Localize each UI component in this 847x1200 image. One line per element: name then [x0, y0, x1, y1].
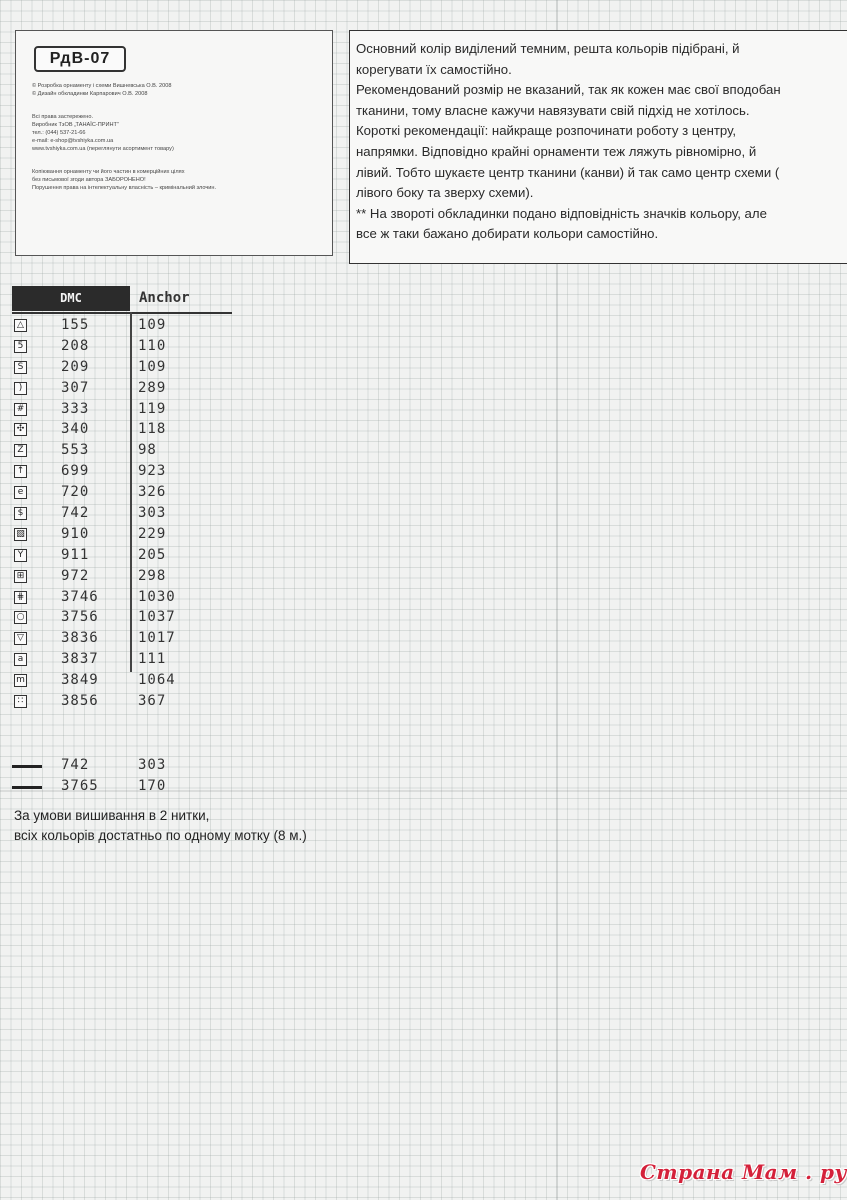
dmc-column-header: DMC — [12, 286, 130, 311]
dmc-number: 742 — [61, 505, 90, 522]
s-icon: S — [14, 361, 27, 374]
dmc-number: 307 — [61, 379, 90, 396]
anchor-number: 303 — [138, 505, 167, 522]
note-line: Основний колір виділений темним, решта кольорів підібрані, й — [356, 41, 740, 56]
dmc-number: 720 — [61, 484, 90, 501]
anchor-number: 109 — [138, 317, 167, 333]
grid-icon: ⋕ — [14, 591, 27, 604]
color-key-row — [12, 650, 232, 671]
backstitch-row — [12, 777, 232, 797]
dmc-number: 553 — [61, 442, 90, 459]
dmc-number: 3836 — [61, 630, 99, 647]
dmc-number: 340 — [61, 421, 90, 438]
dmc-number: 972 — [61, 567, 90, 584]
color-key-row — [12, 441, 232, 462]
heart-icon: ▽ — [14, 632, 27, 645]
color-key-row — [12, 671, 232, 692]
color-key-row — [12, 567, 232, 588]
dmc-number: 3756 — [61, 609, 99, 626]
color-key-row — [12, 462, 232, 483]
color-key-row — [12, 379, 232, 400]
backstitch-dmc: 3765 — [61, 778, 99, 794]
dmc-number: 3849 — [61, 672, 99, 689]
note-line: ** На звороті обкладинки подано відповідність значків кольору, але — [356, 205, 767, 221]
y-icon: Y — [14, 549, 27, 562]
note-line: тканини, тому власне кажучи навязувати свій підхід не хотілось. — [356, 102, 750, 118]
anchor-number: 289 — [138, 379, 167, 396]
phone-line: тел.: (044) 537-21-66 — [32, 130, 86, 136]
copyright-line: © Розробка орнаменту і схеми Вишневська О.В. 2008 — [32, 83, 172, 89]
dmc-number: 3837 — [61, 651, 99, 668]
color-key-row — [12, 337, 232, 358]
email-line: e-mail: e-shop@tvshiyka.com.ua — [32, 138, 114, 144]
color-key-row — [12, 629, 232, 650]
boxed-plus-icon: ⊞ — [14, 570, 27, 583]
five-icon: 5 — [14, 340, 27, 353]
dmc-number: 911 — [61, 546, 90, 563]
dmc-number: 208 — [61, 337, 90, 354]
copyright-line: © Дизайн обкладинки Карпарович О.В. 2008 — [32, 91, 148, 97]
dmc-number: 699 — [61, 463, 90, 480]
backstitch-row — [12, 756, 232, 776]
anchor-number: 1037 — [138, 609, 176, 626]
a-icon: a — [14, 653, 27, 666]
dmc-number: 155 — [61, 317, 90, 333]
color-key-row — [12, 546, 232, 567]
anchor-number: 1064 — [138, 672, 176, 689]
cross-circle-icon: ✣ — [14, 423, 27, 436]
color-key-rows — [12, 316, 232, 713]
four-circles-icon: ∷ — [14, 695, 27, 708]
anchor-number: 298 — [138, 567, 167, 584]
anchor-number: 119 — [138, 400, 167, 417]
manufacturer-line: Виробник ТзОВ „ТАНАЇС-ПРИНТ” — [32, 122, 119, 128]
rights-line: Всі права застережено. — [32, 114, 93, 120]
color-key-row — [12, 483, 232, 504]
note-line: все ж таки бажано добирати кольори самостійно. — [356, 226, 659, 242]
anchor-number: 1030 — [138, 588, 176, 605]
color-key-row — [12, 588, 232, 609]
color-key-row — [12, 400, 232, 421]
color-key-table — [12, 286, 232, 710]
recommendations-box — [349, 30, 847, 264]
backstitch-dmc: 742 — [61, 757, 90, 773]
note-line: Короткі рекомендації: найкраще розпочинати роботу з центру, — [356, 123, 737, 139]
note-line: лівий. Тобто шукаєте центр тканини (канви) й так само центр схеми ( — [356, 164, 780, 180]
dmc-number: 3746 — [61, 588, 99, 605]
up-arrow-icon: ↑ — [14, 465, 27, 478]
triangle-icon: △ — [14, 319, 27, 332]
thread-usage-line: всіх кольорів достатньо по одному мотку (8 м.) — [14, 828, 307, 843]
note-line: лівого боку та зверху схеми). — [356, 185, 534, 201]
e-icon: e — [14, 486, 27, 499]
dmc-number: 333 — [61, 400, 90, 417]
backstitch-anchor: 303 — [138, 757, 167, 773]
anchor-column-header: Anchor — [139, 290, 190, 306]
hatch-icon: # — [14, 403, 27, 416]
dmc-number: 910 — [61, 525, 90, 542]
backstitch-anchor: 170 — [138, 778, 167, 794]
anchor-number: 111 — [138, 651, 167, 668]
dmc-number: 209 — [61, 358, 90, 375]
pattern-code: РдВ-07 — [34, 46, 126, 72]
anchor-number: 109 — [138, 358, 167, 375]
color-key-row — [12, 525, 232, 546]
diagonal-hatch-icon: ▧ — [14, 528, 27, 541]
color-key-row — [12, 504, 232, 525]
anchor-number: 118 — [138, 421, 167, 438]
site-watermark: Страна Мам . ру — [640, 1160, 847, 1184]
backstitch-line-icon — [12, 765, 42, 768]
anchor-number: 110 — [138, 337, 167, 354]
anchor-number: 1017 — [138, 630, 176, 647]
color-key-row — [12, 420, 232, 441]
color-key-header — [12, 286, 232, 313]
dollar-icon: $ — [14, 507, 27, 520]
color-key-row — [12, 358, 232, 379]
paren-icon: ) — [14, 382, 27, 395]
copy-warning-line: без письмової згоди автора ЗАБОРОНЕНО! — [32, 177, 146, 183]
anchor-number: 229 — [138, 525, 167, 542]
copy-warning-line: Порушення права на інтелектуальну власність – кримінальний злочин. — [32, 185, 217, 191]
publisher-info-box — [15, 30, 333, 256]
color-key-row — [12, 316, 232, 337]
thread-usage-note — [14, 806, 307, 846]
z-icon: Z — [14, 444, 27, 457]
anchor-number: 98 — [138, 442, 157, 459]
copy-warning-line: Копіювання орнаменту чи його частин в комерційних цілях — [32, 169, 185, 175]
anchor-number: 367 — [138, 693, 167, 710]
anchor-number: 326 — [138, 484, 167, 501]
header-rule — [12, 312, 232, 314]
circle-icon: ○ — [14, 611, 27, 624]
note-line: напрямки. Відповідно крайні орнаменти теж ляжуть рівномірно, й — [356, 143, 757, 159]
m-icon: m — [14, 674, 27, 687]
website-line: www.tvshiyka.com.ua (переглянути асортимент товару) — [32, 146, 174, 152]
thread-usage-line: За умови вишивання в 2 нитки, — [14, 808, 210, 823]
note-line: Рекомендований розмір не вказаний, так як кожен має свої вподобан — [356, 82, 781, 98]
backstitch-line-icon — [12, 786, 42, 789]
color-key-row — [12, 692, 232, 713]
dmc-number: 3856 — [61, 693, 99, 710]
anchor-number: 923 — [138, 463, 167, 480]
color-key-row — [12, 608, 232, 629]
note-line: корегувати їх самостійно. — [356, 61, 512, 77]
anchor-number: 205 — [138, 546, 167, 563]
